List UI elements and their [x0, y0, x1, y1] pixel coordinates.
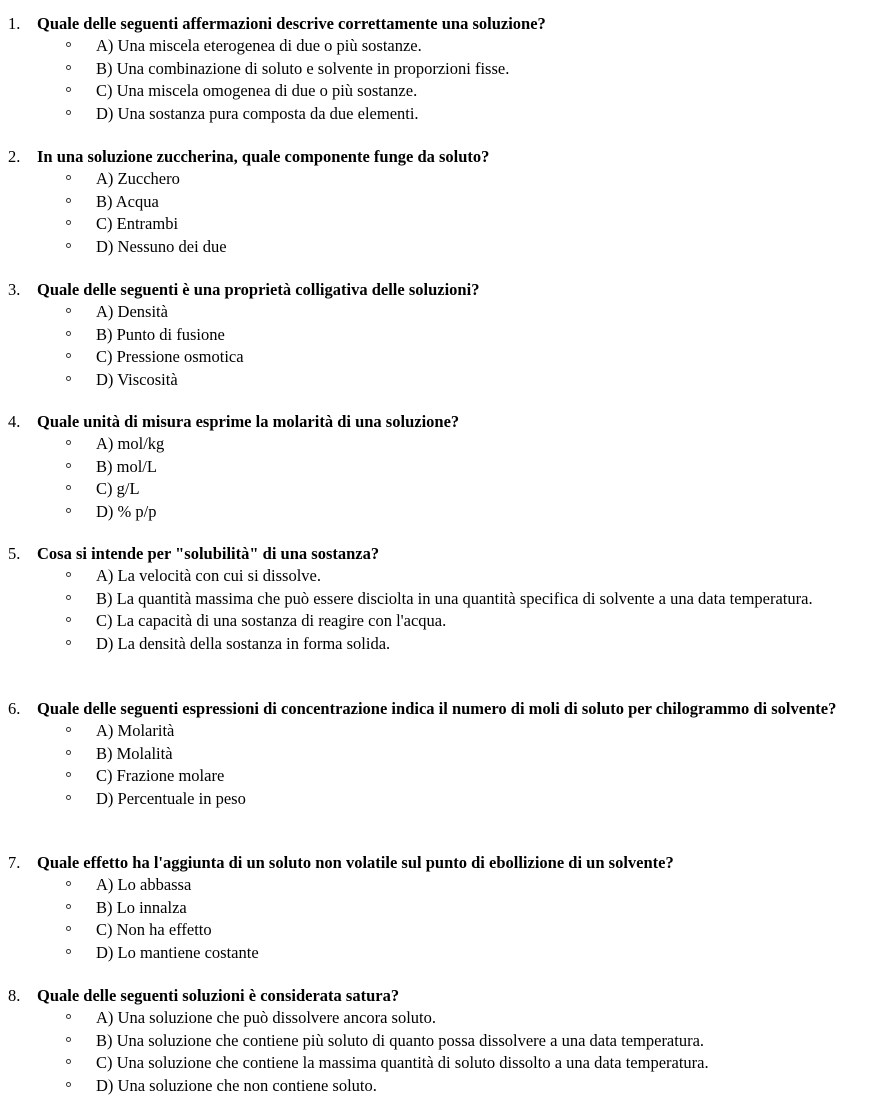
option-a: [0, 874, 877, 897]
option-b: [0, 58, 877, 81]
question-text: Quale delle seguenti espressioni di concentrazione indica il numero di moli di soluto per chilogrammo di solvente?: [37, 699, 837, 718]
circle-bullet-icon: [66, 110, 71, 115]
option-text: B) Acqua: [96, 191, 159, 211]
option-text: B) Una soluzione che contiene più soluto di quanto possa dissolvere a una data temperatura.: [96, 1030, 705, 1050]
option-d: [0, 236, 877, 259]
circle-bullet-icon: [66, 1059, 71, 1064]
options-list: [0, 35, 877, 125]
circle-bullet-icon: [66, 772, 71, 777]
question-number: 5.: [8, 544, 21, 563]
option-c: [0, 346, 877, 369]
circle-bullet-icon: [66, 175, 71, 180]
question-title: [0, 279, 877, 301]
option-c: [0, 80, 877, 103]
question-number: 3.: [8, 280, 21, 299]
question-title: [0, 985, 877, 1007]
circle-bullet-icon: [66, 926, 71, 931]
options-list: [0, 301, 877, 391]
option-text: A) Densità: [96, 302, 168, 321]
option-text: A) Una soluzione che può dissolvere ancora soluto.: [96, 1008, 436, 1027]
circle-bullet-icon: [66, 87, 71, 92]
option-a: [0, 720, 877, 743]
question-title: [0, 698, 877, 720]
option-d: [0, 942, 877, 965]
question-number: 4.: [8, 412, 21, 431]
circle-bullet-icon: [66, 440, 71, 445]
option-text: A) mol/kg: [96, 434, 165, 453]
question-3: [0, 279, 877, 391]
circle-bullet-icon: [66, 595, 71, 600]
option-c: [0, 765, 877, 788]
option-b: [0, 588, 877, 611]
option-d: [0, 103, 877, 126]
option-b: [0, 897, 877, 920]
option-text: C) Pressione osmotica: [96, 347, 244, 367]
question-title: [0, 411, 877, 433]
option-a: [0, 35, 877, 58]
option-text: D) % p/p: [96, 501, 157, 521]
option-text: B) La quantità massima che può essere disciolta in una quantità specifica di solvente a una data temperatura.: [96, 588, 813, 608]
circle-bullet-icon: [66, 1037, 71, 1042]
circle-bullet-icon: [66, 308, 71, 313]
question-title: [0, 13, 877, 35]
question-text: Quale unità di misura esprime la molarità di una soluzione?: [37, 412, 460, 431]
question-number: 7.: [8, 853, 21, 872]
circle-bullet-icon: [66, 617, 71, 622]
circle-bullet-icon: [66, 376, 71, 381]
option-text: A) Una miscela eterogenea di due o più sostanze.: [96, 36, 422, 55]
circle-bullet-icon: [66, 243, 71, 248]
question-text: Quale delle seguenti affermazioni descrive correttamente una soluzione?: [37, 14, 546, 33]
option-b: [0, 191, 877, 214]
option-text: C) g/L: [96, 479, 140, 499]
question-title: [0, 146, 877, 168]
option-d: [0, 788, 877, 811]
option-a: [0, 301, 877, 324]
option-d: [0, 1075, 877, 1098]
circle-bullet-icon: [66, 1082, 71, 1087]
question-title: [0, 852, 877, 874]
option-b: [0, 1030, 877, 1053]
option-text: B) Punto di fusione: [96, 324, 225, 344]
question-1: [0, 13, 877, 125]
option-c: [0, 1052, 877, 1075]
option-text: A) Molarità: [96, 721, 175, 740]
option-c: [0, 610, 877, 633]
question-text: In una soluzione zuccherina, quale componente funge da soluto?: [37, 147, 490, 166]
options-list: [0, 565, 877, 655]
question-number: 2.: [8, 147, 21, 166]
options-list: [0, 168, 877, 258]
option-text: D) Una sostanza pura composta da due elementi.: [96, 103, 419, 123]
question-6: [0, 698, 877, 810]
option-text: D) La densità della sostanza in forma solida.: [96, 633, 391, 653]
question-number: 1.: [8, 14, 21, 33]
option-text: B) Lo innalza: [96, 897, 187, 917]
option-text: D) Lo mantiene costante: [96, 942, 259, 962]
circle-bullet-icon: [66, 904, 71, 909]
option-text: D) Nessuno dei due: [96, 236, 227, 256]
option-text: C) Una soluzione che contiene la massima quantità di soluto dissolto a una data temperatura.: [96, 1053, 709, 1073]
option-d: [0, 501, 877, 524]
option-text: D) Una soluzione che non contiene soluto.: [96, 1075, 377, 1095]
circle-bullet-icon: [66, 508, 71, 513]
option-d: [0, 369, 877, 392]
question-text: Quale delle seguenti è una proprietà colligativa delle soluzioni?: [37, 280, 480, 299]
question-5: [0, 543, 877, 655]
question-text: Quale delle seguenti soluzioni è considerata satura?: [37, 986, 400, 1005]
option-text: C) Non ha effetto: [96, 920, 212, 940]
option-b: [0, 456, 877, 479]
option-d: [0, 633, 877, 656]
option-text: B) Molalità: [96, 743, 173, 763]
option-text: B) Una combinazione di soluto e solvente in proporzioni fisse.: [96, 58, 510, 78]
circle-bullet-icon: [66, 353, 71, 358]
circle-bullet-icon: [66, 198, 71, 203]
circle-bullet-icon: [66, 881, 71, 886]
option-a: [0, 433, 877, 456]
circle-bullet-icon: [66, 331, 71, 336]
option-text: D) Percentuale in peso: [96, 788, 246, 808]
question-number: 8.: [8, 986, 21, 1005]
question-title: [0, 543, 877, 565]
question-4: [0, 411, 877, 523]
options-list: [0, 720, 877, 810]
option-a: [0, 1007, 877, 1030]
option-text: C) Frazione molare: [96, 766, 225, 786]
option-b: [0, 743, 877, 766]
option-a: [0, 565, 877, 588]
circle-bullet-icon: [66, 572, 71, 577]
option-text: C) Una miscela omogenea di due o più sostanze.: [96, 81, 418, 101]
option-text: A) La velocità con cui si dissolve.: [96, 566, 321, 585]
circle-bullet-icon: [66, 463, 71, 468]
question-text: Quale effetto ha l'aggiunta di un soluto non volatile sul punto di ebollizione di un solvente?: [37, 853, 674, 872]
circle-bullet-icon: [66, 485, 71, 490]
circle-bullet-icon: [66, 949, 71, 954]
option-a: [0, 168, 877, 191]
options-list: [0, 1007, 877, 1097]
circle-bullet-icon: [66, 1014, 71, 1019]
question-number: 6.: [8, 699, 21, 718]
question-text: Cosa si intende per "solubilità" di una sostanza?: [37, 544, 380, 563]
option-c: [0, 478, 877, 501]
option-text: A) Lo abbassa: [96, 875, 192, 894]
option-text: D) Viscosità: [96, 369, 178, 389]
circle-bullet-icon: [66, 42, 71, 47]
circle-bullet-icon: [66, 750, 71, 755]
options-list: [0, 433, 877, 523]
option-text: A) Zucchero: [96, 169, 180, 188]
option-text: C) Entrambi: [96, 214, 179, 234]
question-2: [0, 146, 877, 258]
circle-bullet-icon: [66, 727, 71, 732]
question-8: [0, 985, 877, 1097]
option-c: [0, 919, 877, 942]
option-c: [0, 213, 877, 236]
question-7: [0, 852, 877, 964]
circle-bullet-icon: [66, 220, 71, 225]
circle-bullet-icon: [66, 640, 71, 645]
circle-bullet-icon: [66, 795, 71, 800]
options-list: [0, 874, 877, 964]
circle-bullet-icon: [66, 65, 71, 70]
option-text: B) mol/L: [96, 456, 157, 476]
option-text: C) La capacità di una sostanza di reagire con l'acqua.: [96, 611, 447, 631]
option-b: [0, 324, 877, 347]
